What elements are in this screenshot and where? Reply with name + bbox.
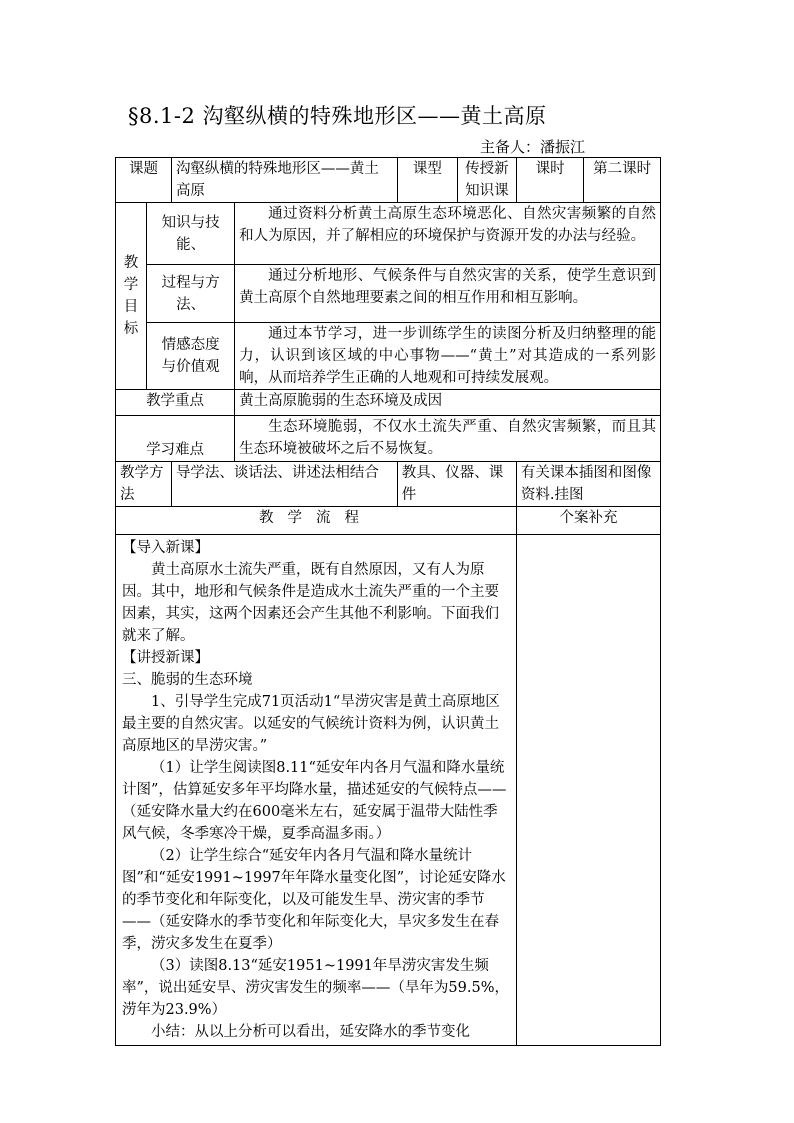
tools-text: 有关课本插图和图像资料.挂图: [516, 462, 660, 507]
key-points-row: [116, 390, 661, 416]
flow-content: [116, 535, 517, 1046]
flow-paragraph: （1）让学生阅读图8.11“延安年内各月气温和降水量统计图”，估算延安多年平均降水量，描述延安的气候特点——（延安降水量大约在600毫米左右，延安属于温带大陆性季风气候，冬季寒冷干燥，夏季高温多雨。）: [122, 760, 507, 842]
type-label: 课型: [397, 158, 457, 203]
objective-row-2: [116, 265, 661, 323]
flow-paragraph: 1、引导学生完成71页活动1“旱涝灾害是黄土高原地区最主要的自然灾害。以延安的气候统计资料为例，认识黄土高原地区的旱涝灾害。”: [122, 694, 500, 754]
flow-paragraph: 黄土高原水土流失严重，既有自然原因，又有人为原因。其中，地形和气候条件是造成水土流失严重的一个主要因素，其实，这两个因素还会产生其他不利影响。下面我们就来了解。: [122, 562, 499, 644]
supplement-content: [516, 535, 660, 1046]
objective-row-3: [116, 323, 661, 390]
difficulties-text: 生态环境脆弱，不仅水土流失严重、自然灾害频繁，而且其生态环境被破坏之后不易恢复。: [235, 416, 661, 462]
topic-value: 沟壑纵横的特殊地形区——黄土高原: [171, 158, 397, 203]
flow-row: [116, 535, 661, 1046]
methods-row: [116, 462, 661, 507]
objective-1-text: 通过资料分析黄土高原生态环境恶化、自然灾害频繁的自然和人为原因，并了解相应的环境保护与资源开发的办法与经验。: [235, 203, 661, 265]
flow-header: 教学流程: [116, 507, 517, 535]
objective-2-label: 过程与方法、: [147, 265, 235, 323]
objectives-label: 教学目标: [116, 203, 147, 390]
objective-3-text: 通过本节学习，进一步训练学生的读图分析及归纳整理的能力，认识到该区域的中心事物——“黄土”对其造成的一系列影响，从而培养学生正确的人地观和可持续发展观。: [235, 323, 661, 390]
difficulties-row: [116, 416, 661, 462]
tools-label: 教具、仪器、课件: [397, 462, 516, 507]
page-title: §8.1-2 沟壑纵横的特殊地形区——黄土高原: [128, 104, 547, 128]
flow-paragraph: （3）读图8.13“延安1951~1991年旱涝灾害发生频率”，说出延安旱、涝灾害发生的频率——（旱年为59.5%，涝年为23.9%）: [122, 958, 509, 1018]
lesson-plan-table: [115, 157, 661, 1046]
period-label: 课时: [516, 158, 583, 203]
methods-label: 教学方法: [116, 462, 172, 507]
flow-paragraph: 三、脆弱的生态环境: [122, 672, 253, 688]
flow-paragraph: （2）让学生综合“延安年内各月气温和降水量统计图”和“延安1991~1997年年降水量变化图”，讨论延安降水的季节变化和年际变化，以及可能发生旱、涝灾害的季节——（延安降水的季节变化和年际变化大，旱灾多发生在春季，涝灾多发生在夏季）: [122, 848, 506, 952]
flow-header-row: [116, 507, 661, 535]
difficulties-label: 学习难点: [116, 416, 235, 462]
topic-label: 课题: [116, 158, 172, 203]
objective-row-1: [116, 203, 661, 265]
period-value: 第二课时: [584, 158, 661, 203]
topic-row: [116, 158, 661, 203]
objective-2-text: 通过分析地形、气候条件与自然灾害的关系，使学生意识到黄土高原个自然地理要素之间的相互作用和相互影响。: [235, 265, 661, 323]
preparer: 主备人：潘振江: [480, 138, 586, 156]
flow-paragraph: 【讲授新课】: [122, 650, 209, 666]
type-value: 传授新知识课: [457, 158, 516, 203]
methods-text: 导学法、谈话法、讲述法相结合: [171, 462, 397, 507]
flow-paragraph: 【导入新课】: [122, 540, 209, 556]
supplement-header: 个案补充: [516, 507, 660, 535]
objective-1-label: 知识与技能、: [147, 203, 235, 265]
key-points-label: 教学重点: [116, 390, 235, 416]
flow-paragraph: 小结：从以上分析可以看出，延安降水的季节变化: [151, 1024, 470, 1040]
key-points-text: 黄土高原脆弱的生态环境及成因: [235, 390, 661, 416]
objective-3-label: 情感态度与价值观: [147, 323, 235, 390]
